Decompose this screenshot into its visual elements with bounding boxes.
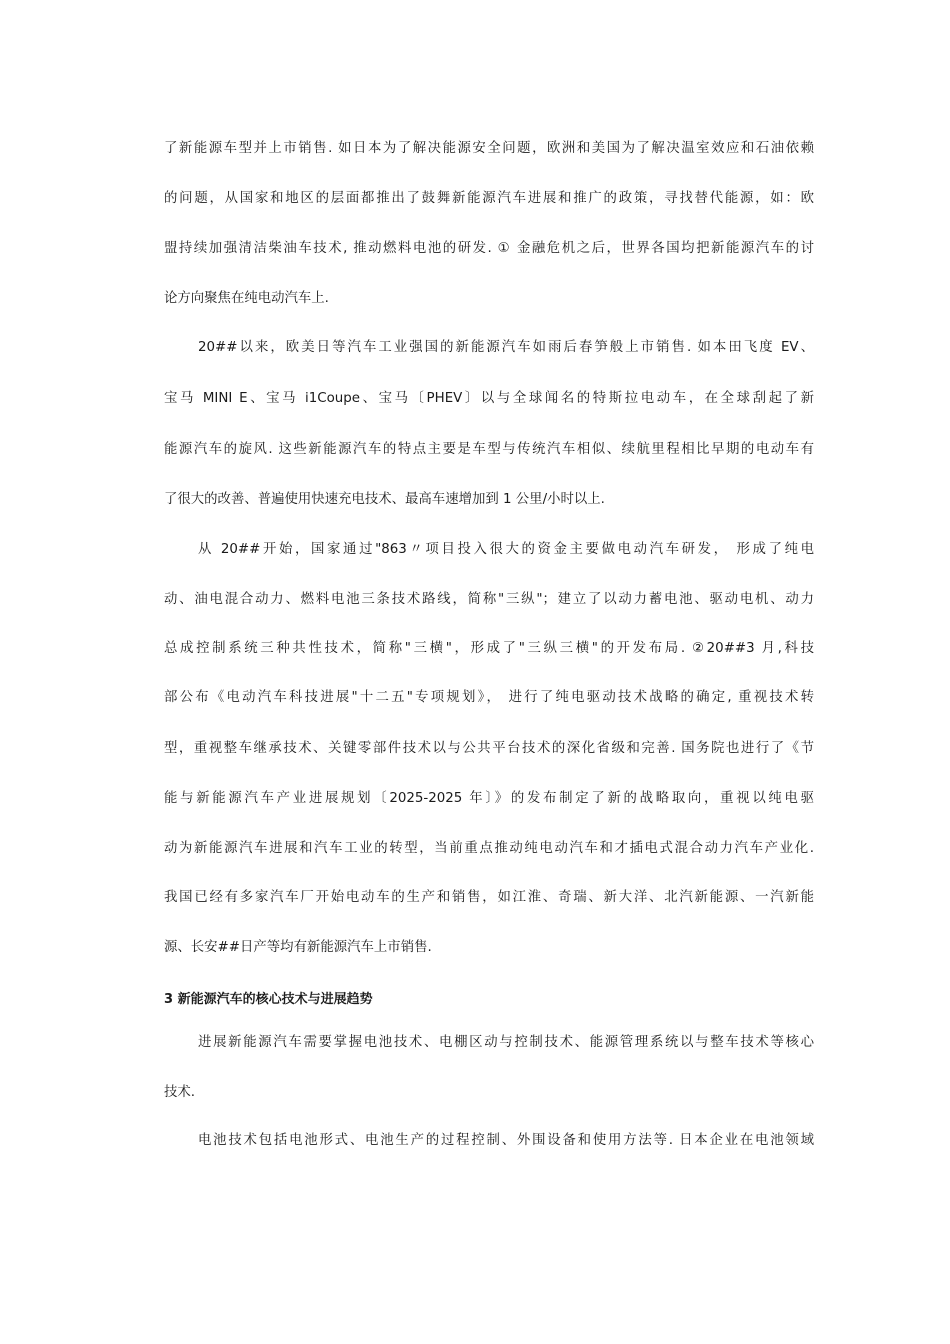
paragraph-3-line-9: 源、长安##日产等均有新能源汽车上市销售. xyxy=(164,940,432,955)
paragraph-3-line-7: 动为新能源汽车进展和汽车工业的转型，当前重点推动纯电动汽车和才插电式混合动力汽车产业化. xyxy=(164,841,814,856)
paragraph-3-line-4: 部公布《电动汽车科技进展"十二五"专项规划》， 进行了纯电驱动技术战略的确定, 重视技术转 xyxy=(164,690,814,705)
paragraph-1-line-3: 盟持续加强清洁柴油车技术, 推动燃料电池的研发. ① 金融危机之后，世界各国均把新能源汽车的讨 xyxy=(164,241,814,256)
paragraph-3-line-8: 我国已经有多家汽车厂开始电动车的生产和销售，如江淮、奇瑞、新大洋、北汽新能源、一汽新能 xyxy=(164,890,814,905)
paragraph-3-line-5: 型，重视整车继承技术、关键零部件技术以与公共平台技术的深化省级和完善. 国务院也进行了《节 xyxy=(164,741,814,756)
paragraph-3-line-6: 能与新能源汽车产业进展规划〔2025-2025 年〕》的发布制定了新的战略取向，重视以纯电驱 xyxy=(164,791,814,806)
paragraph-1-line-2: 的问题，从国家和地区的层面都推出了鼓舞新能源汽车进展和推广的政策，寻找替代能源，如：欧 xyxy=(164,191,814,206)
paragraph-5-line-1: 电池技术包括电池形式、电池生产的过程控制、外围设备和使用方法等. 日本企业在电池领域 xyxy=(198,1133,814,1148)
paragraph-2-line-2: 宝马 MINI E、宝马 i1Coupe、宝马〔PHEV〕以与全球闻名的特斯拉电动车，在全球刮起了新 xyxy=(164,391,814,406)
paragraph-2-line-4: 了很大的改善、普遍使用快速充电技术、最高车速增加到 1 公里/小时以上. xyxy=(164,492,605,507)
paragraph-3-line-1: 从 20##开始，国家通过"863〃项目投入很大的资金主要做电动汽车研发， 形成了纯电 xyxy=(198,542,814,557)
paragraph-1-line-4: 论方向聚焦在纯电动汽车上. xyxy=(164,291,329,306)
paragraph-3-line-3: 总成控制系统三种共性技术，简称"三横"，形成了"三纵三横"的开发布局. ②20##3 月,科技 xyxy=(164,641,814,656)
section-heading: 3 新能源汽车的核心技术与进展趋势 xyxy=(164,992,373,1007)
paragraph-3-line-2: 动、油电混合动力、燃料电池三条技术路线，简称"三纵"；建立了以动力蓄电池、驱动电机、动力 xyxy=(164,592,814,607)
paragraph-2-line-3: 能源汽车的旋风. 这些新能源汽车的特点主要是车型与传统汽车相似、续航里程相比早期的电动车有 xyxy=(164,442,814,457)
paragraph-2-line-1: 20##以来，欧美日等汽车工业强国的新能源汽车如雨后春笋般上市销售. 如本田飞度 EV、 xyxy=(198,340,814,355)
paragraph-1-line-1: 了新能源车型并上市销售. 如日本为了解决能源安全问题，欧洲和美国为了解决温室效应和石油依赖 xyxy=(164,141,814,156)
paragraph-4-line-2: 技术. xyxy=(164,1085,196,1100)
paragraph-4-line-1: 进展新能源汽车需要掌握电池技术、电棚区动与控制技术、能源管理系统以与整车技术等核心 xyxy=(198,1035,814,1050)
